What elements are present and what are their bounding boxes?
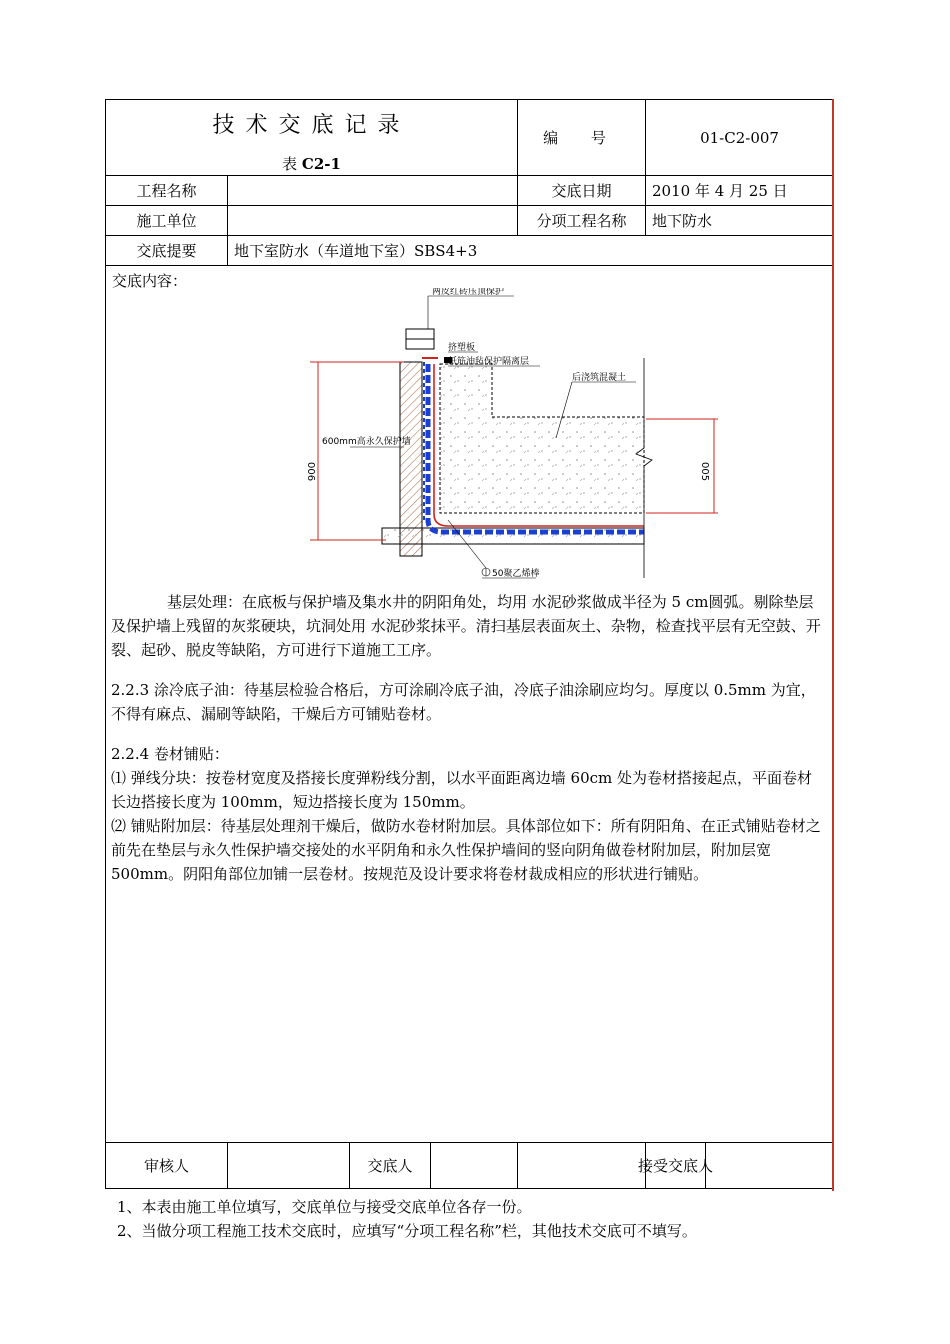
number-label: 编 号 (518, 100, 646, 176)
sub-project-label: 分项工程名称 (518, 206, 646, 236)
label-concrete: 后浇筑混凝土 (572, 373, 627, 383)
label-top: 两皮红砖压顶保护 (432, 288, 505, 297)
reviewer-label: 审核人 (106, 1143, 228, 1189)
label-wall: 600mm高永久保护墙 (322, 437, 411, 447)
concrete-body (440, 364, 644, 513)
reviewer-value[interactable] (228, 1143, 350, 1189)
dim-left: 006 (305, 462, 316, 482)
receiver-label: 接受交底人 (638, 1157, 714, 1175)
tech-disclosure-form (105, 99, 834, 1189)
unit-label: 施工单位 (106, 206, 228, 236)
content-area (106, 266, 834, 1143)
para-cold-primer: 2.2.3 涂冷底子油：待基层检验合格后，方可涂刷冷底子油，冷底子油涂刷应均匀。厚度以 0.5mm 为宜，不得有麻点、漏刷等缺陷，干燥后方可铺贴卷材。 (111, 681, 816, 723)
number-value: 01-C2-007 (646, 100, 834, 176)
receiver-cell (638, 1143, 714, 1189)
label-rod: 50聚乙烯棒 (492, 569, 540, 579)
para-base-treatment: 基层处理：在底板与保护墙及集水井的阴阳角处，均用 水泥砂浆做成半径为 5 cm圆弧。剔除垫层及保护墙上残留的灰浆硬块，坑洞处用 水泥砂浆抹平。清扫基层表面灰土、杂物，检查找平层有无空鼓、开裂、起砂、脱皮等缺陷，方可进行下道施工工序。 (111, 593, 821, 659)
presenter-extra[interactable] (518, 1143, 646, 1189)
waterproof-detail-diagram (196, 288, 756, 588)
date-value[interactable]: 2010 年 4 月 25 日 (646, 176, 834, 206)
protection-wall (400, 362, 422, 556)
presenter-label: 交底人 (350, 1143, 431, 1188)
date-label: 交底日期 (518, 176, 646, 206)
label-foam-board: 挤塑板 (448, 343, 476, 353)
form-title: 技术交底记录 (212, 113, 411, 138)
note-2: 2、当做分项工程施工技术交底时，应填写“分项工程名称”栏，其他技术交底可不填写。 (117, 1222, 697, 1240)
label-paper-felt: 纸筋油毡保护隔离层 (448, 357, 530, 367)
sub-project-value[interactable]: 地下防水 (646, 206, 834, 236)
project-name-value[interactable] (228, 176, 518, 206)
dim-right: 005 (699, 462, 710, 482)
title-cell (106, 100, 518, 176)
presenter-value[interactable] (431, 1143, 517, 1188)
summary-label: 交底提要 (106, 236, 228, 266)
para-membrane-item2: ⑵ 铺贴附加层：待基层处理剂干燥后，做防水卷材附加层。具体部位如下：所有阴阳角、在正式铺贴卷材之前先在垫层与永久性保护墙交接处的水平阴角和永久性保护墙间的竖向阴角做卷材附加层，附加层宽 500mm。阴阳角部位加铺一层卷材。按规范及设计要求将卷材裁成相应的形状进行铺贴。 (111, 817, 821, 883)
content-label: 交底内容： (112, 272, 188, 290)
summary-value[interactable]: 地下室防水（车道地下室）SBS4+3 (228, 236, 834, 266)
margin-red-line (832, 99, 834, 1191)
note-1: 1、本表由施工单位填写，交底单位与接受交底单位各存一份。 (117, 1198, 532, 1216)
receiver-value[interactable] (706, 1143, 834, 1189)
unit-value[interactable] (228, 206, 518, 236)
project-name-label: 工程名称 (106, 176, 228, 206)
presenter-cell (350, 1143, 518, 1189)
form-subtitle: 表 C2-1 (282, 155, 341, 173)
para-membrane-item1: ⑴ 弹线分块：按卷材宽度及搭接长度弹粉线分割，以水平面距离边墙 60cm 处为卷材搭接起点，平面卷材长边搭接长度为 100mm，短边搭接长度为 150mm。 (111, 769, 813, 811)
para-membrane-heading: 2.2.4 卷材铺贴： (111, 745, 229, 763)
